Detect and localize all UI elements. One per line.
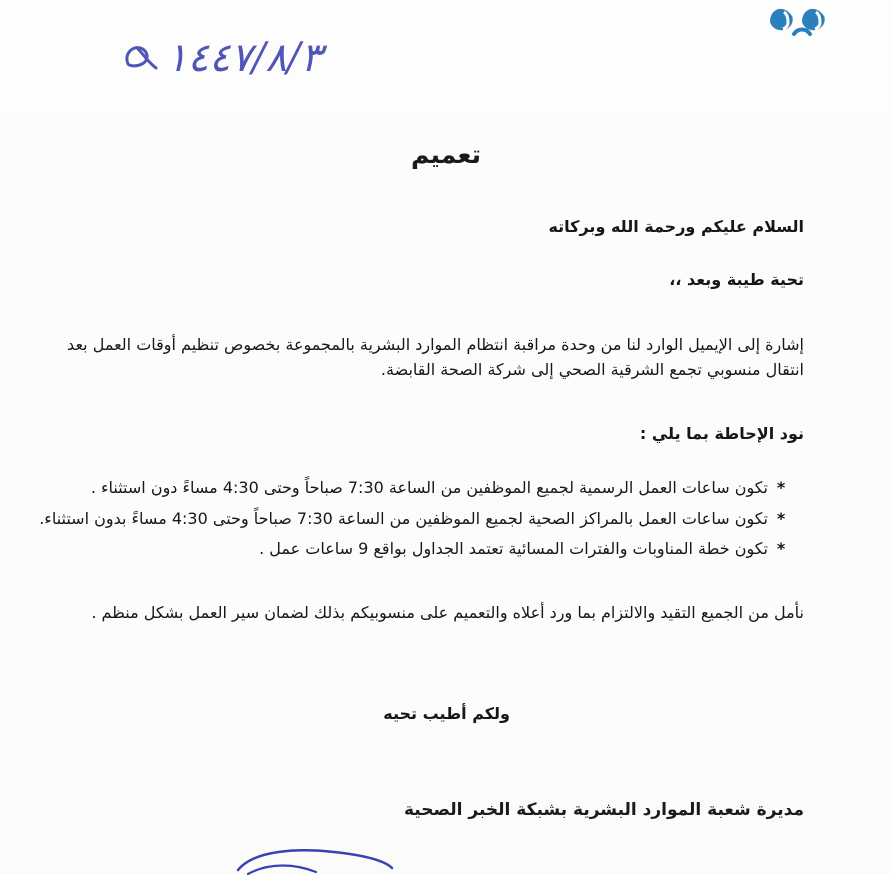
bullet-item — [106, 538, 786, 560]
signatory-title: مديرة شعبة الموارد البشرية بشبكة الخبر الصحية — [404, 800, 804, 820]
bullet-text: تكون خطة المناوبات والفترات المسائية تعتمد الجداول بواقع 9 ساعات عمل . — [259, 539, 768, 559]
bullet-item — [90, 477, 786, 499]
notice-line: نود الإحاطة بما يلي : — [639, 424, 804, 443]
health-cluster-logo-icon — [760, 0, 842, 40]
salutation-line: تحية طيبة وبعد ،، — [669, 270, 804, 289]
regards-line: ولكم أطيب تحيه — [383, 704, 510, 723]
bullet-star-icon: * — [776, 539, 786, 559]
hijri-date-text: ١٤٤٧/٨/٣ — [166, 35, 322, 81]
page-title: تعميم — [410, 140, 482, 169]
bullet-list — [39, 477, 786, 569]
bullet-star-icon: * — [776, 508, 786, 528]
greeting-line: السلام عليكم ورحمة الله وبركاته — [548, 217, 804, 236]
paragraph-line-2: انتقال منسوبي تجمع الشرقية الصحي إلى شركة الصحة القابضة. — [380, 360, 804, 379]
bullet-item — [39, 508, 786, 530]
handwritten-top-marks — [210, 0, 390, 12]
signature-scrawl-icon — [230, 842, 400, 878]
bullet-text: تكون ساعات العمل بالمراكز الصحية لجميع الموظفين من الساعة 7:30 صباحاً وحتى 4:30 مساءً بدون استثناء. — [39, 508, 768, 528]
bullet-text: تكون ساعات العمل الرسمية لجميع الموظفين من الساعة 7:30 صباحاً وحتى 4:30 مساءً دون استثناء . — [90, 478, 768, 497]
bullet-star-icon: * — [776, 478, 786, 497]
paragraph-line-1: إشارة إلى الإيميل الوارد لنا من وحدة مراقبة انتظام الموارد البشرية بالمجموعة بخصوص تنظيم أوقات العمل بعد — [67, 335, 804, 354]
handwritten-hijri-date — [120, 28, 400, 88]
closing-line: نأمل من الجميع التقيد والالتزام بما ورد أعلاه والتعميم على منسوبيكم بذلك لضمان سير العمل بشكل منظم . — [91, 603, 804, 622]
date-prefix-mark — [120, 38, 162, 78]
